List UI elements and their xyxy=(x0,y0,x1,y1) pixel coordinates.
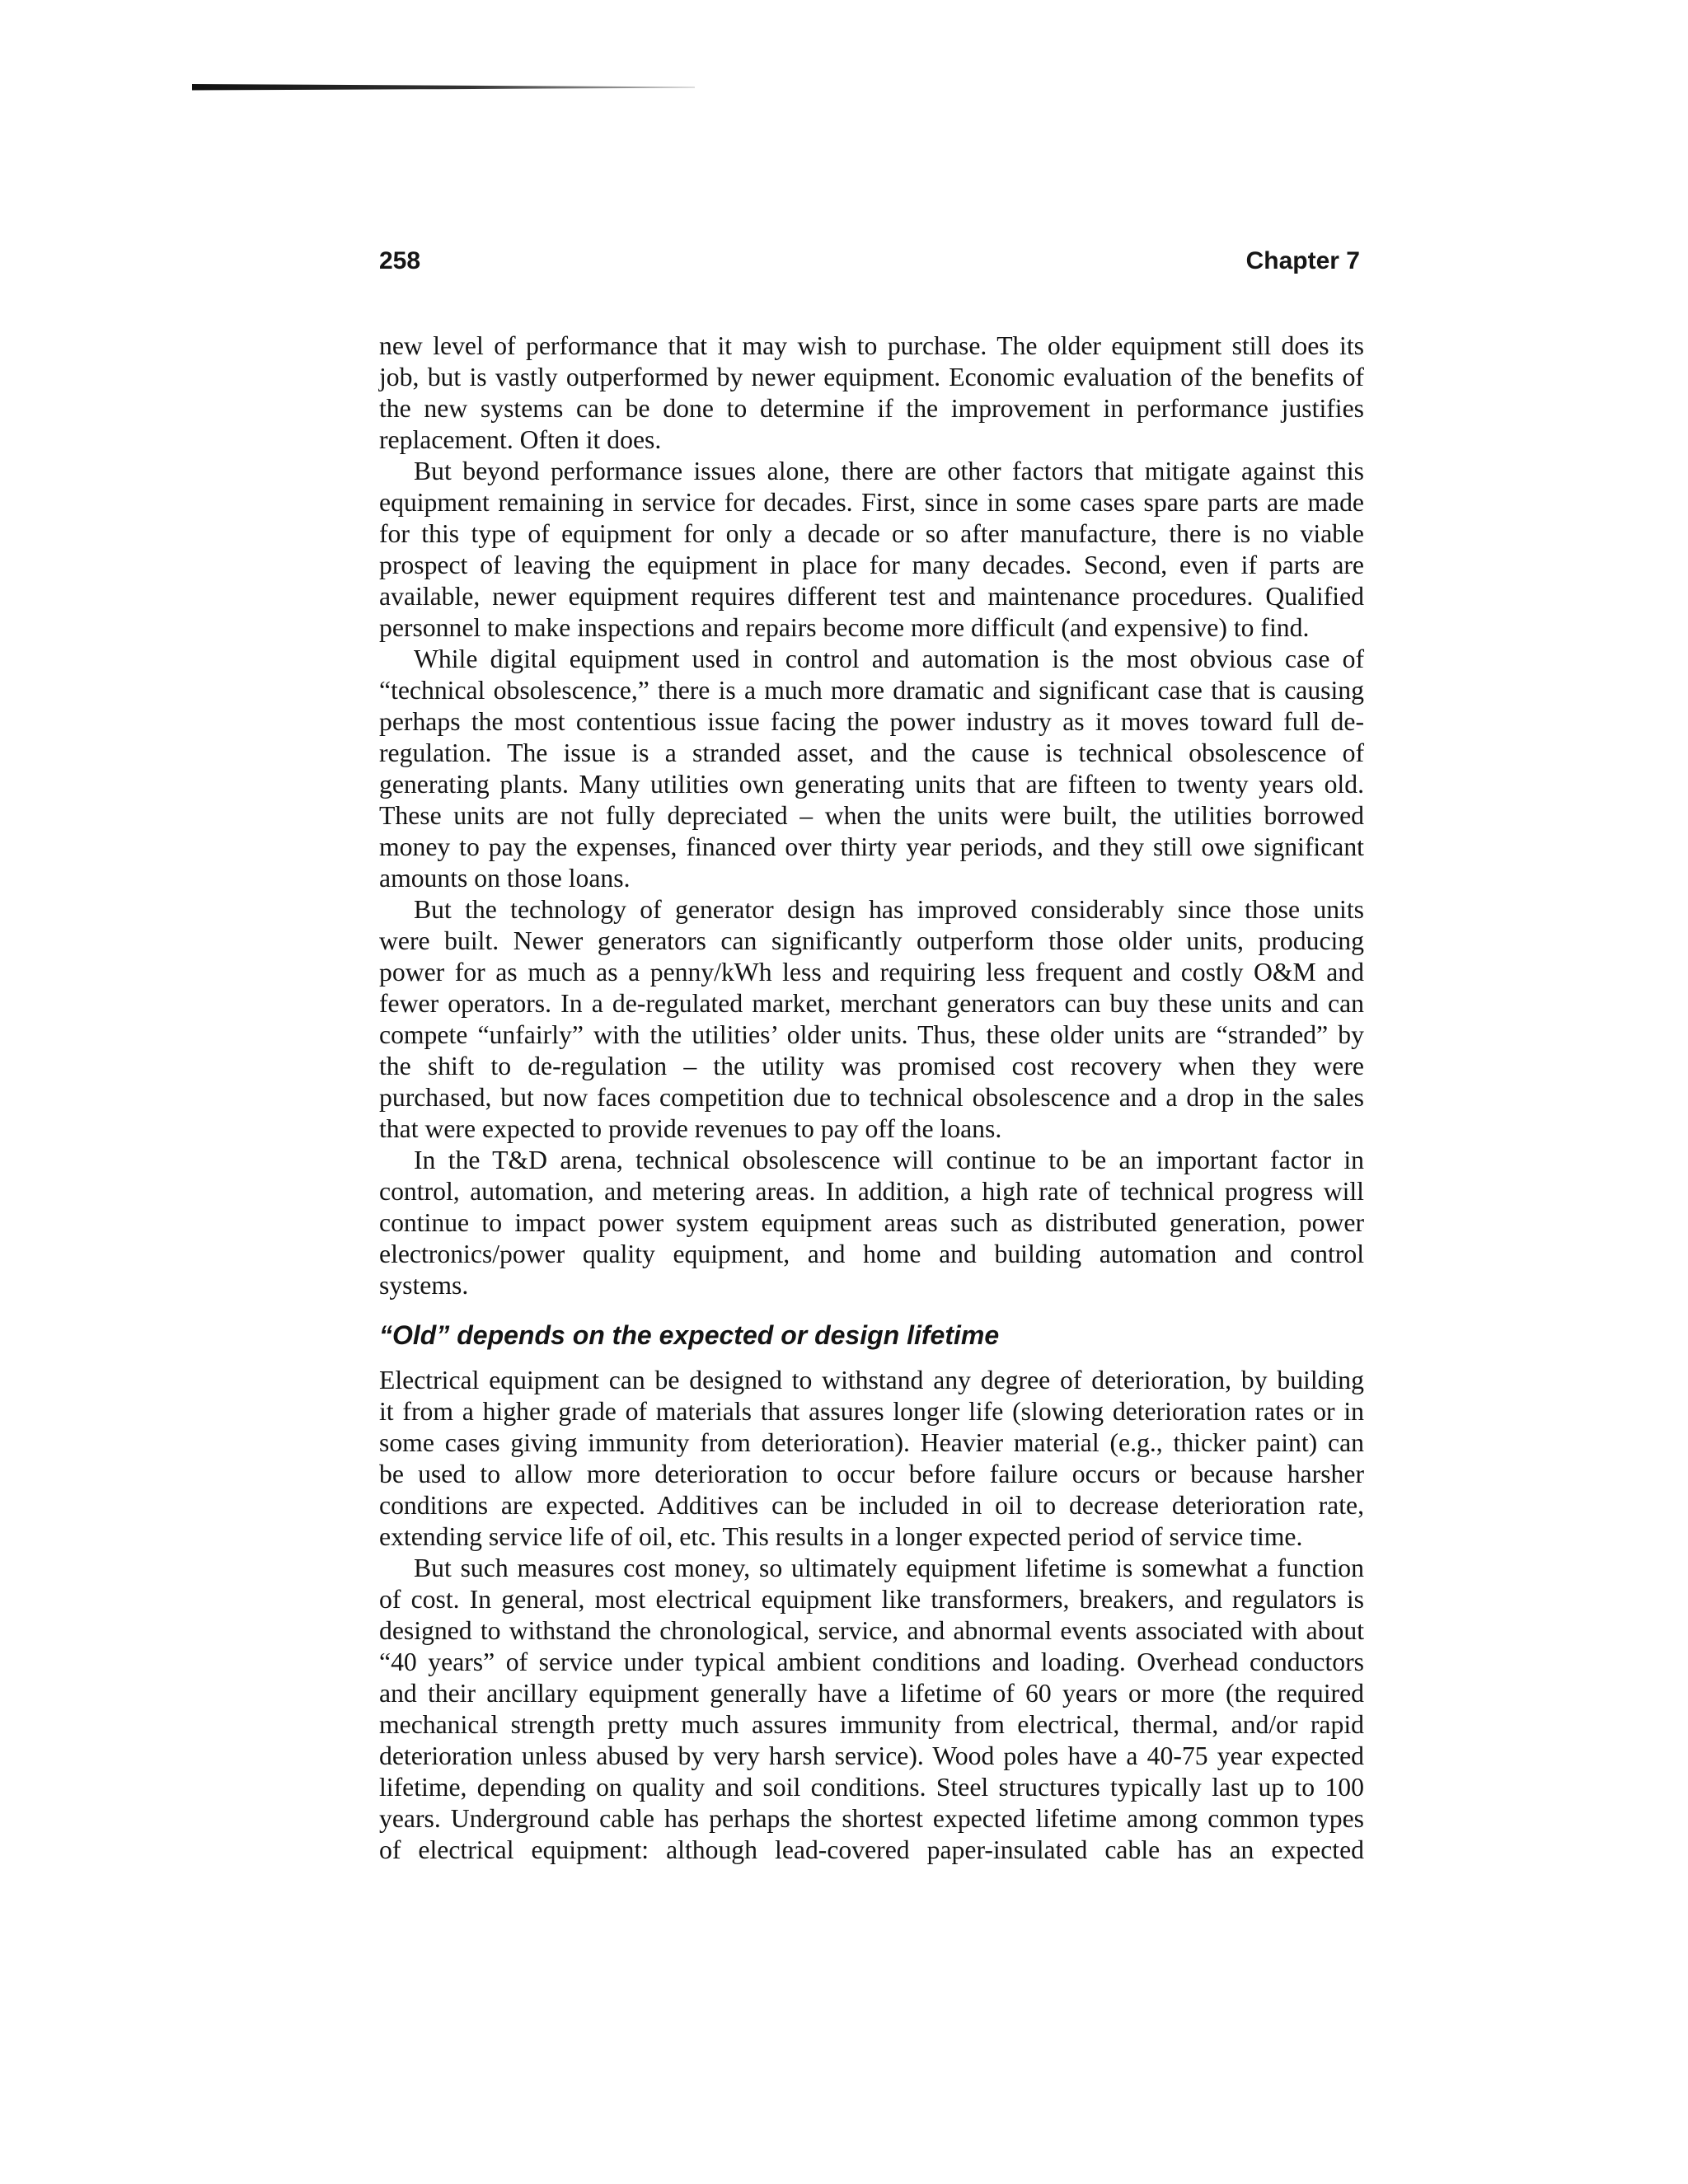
text-line: fewer operators. In a de-regulated market, merchant generators can buy these units and can xyxy=(379,989,1364,1018)
text-line: amounts on those loans. xyxy=(379,864,631,893)
text-line: conditions are expected. Additives can be included in oil to decrease deterioration rate, xyxy=(379,1491,1364,1520)
text-line: personnel to make inspections and repairs become more difficult (and expensive) to find. xyxy=(379,613,1310,642)
text-line: control, automation, and metering areas. In addition, a high rate of technical progress will xyxy=(379,1177,1364,1206)
text-line: generating plants. Many utilities own generating units that are fifteen to twenty years old. xyxy=(379,770,1364,799)
text-line: But beyond performance issues alone, there are other factors that mitigate against this xyxy=(414,457,1364,485)
running-head: Chapter 7 xyxy=(1245,247,1360,274)
text-line: While digital equipment used in control and automation is the most obvious case of xyxy=(414,644,1364,673)
paragraph xyxy=(379,1553,1364,1866)
paragraph xyxy=(379,1145,1364,1301)
paragraph xyxy=(379,456,1364,644)
text-line: purchased, but now faces competition due to technical obsolescence and a drop in the sales xyxy=(379,1083,1364,1112)
text-line: mechanical strength pretty much assures immunity from electrical, thermal, and/or rapid xyxy=(379,1710,1364,1739)
paragraph xyxy=(379,1365,1364,1553)
paragraph xyxy=(379,330,1364,456)
text-line: “40 years” of service under typical ambient conditions and loading. Overhead conductors xyxy=(379,1647,1364,1676)
text-line: be used to allow more deterioration to occur before failure occurs or because harsher xyxy=(379,1460,1364,1488)
text-line: for this type of equipment for only a decade or so after manufacture, there is no viable xyxy=(379,519,1364,548)
page-number: 258 xyxy=(379,247,421,274)
section-heading: “Old” depends on the expected or design lifetime xyxy=(379,1320,1000,1350)
top-rule xyxy=(192,83,695,91)
text-line: years. Underground cable has perhaps the shortest expected lifetime among common types xyxy=(379,1804,1364,1833)
text-line: compete “unfairly” with the utilities’ older units. Thus, these older units are “stranded” by xyxy=(379,1020,1364,1049)
text-line: some cases giving immunity from deterioration). Heavier material (e.g., thicker paint) can xyxy=(379,1428,1364,1457)
text-line: of electrical equipment: although lead-covered paper-insulated cable has an expected xyxy=(379,1835,1364,1864)
text-line: These units are not fully depreciated – when the units were built, the utilities borrowed xyxy=(379,801,1364,830)
text-line: regulation. The issue is a stranded asset, and the cause is technical obsolescence of xyxy=(379,738,1364,767)
text-line: were built. Newer generators can significantly outperform those older units, producing xyxy=(379,926,1364,955)
text-line: perhaps the most contentious issue facing the power industry as it moves toward full de- xyxy=(379,707,1364,736)
text-line: In the T&D arena, technical obsolescence will continue to be an important factor in xyxy=(414,1146,1364,1174)
text-line: equipment remaining in service for decades. First, since in some cases spare parts are made xyxy=(379,488,1364,517)
text-line: of cost. In general, most electrical equipment like transformers, breakers, and regulators is xyxy=(379,1585,1364,1614)
text-line: But the technology of generator design has improved considerably since those units xyxy=(414,895,1364,924)
page-header xyxy=(379,246,1360,277)
text-line: available, newer equipment requires different test and maintenance procedures. Qualified xyxy=(379,582,1364,611)
text-line: the shift to de-regulation – the utility was promised cost recovery when they were xyxy=(379,1052,1364,1080)
paragraph xyxy=(379,644,1364,894)
text-line: extending service life of oil, etc. This results in a longer expected period of service time. xyxy=(379,1522,1303,1551)
text-line: that were expected to provide revenues to pay off the loans. xyxy=(379,1114,1002,1143)
text-line: new level of performance that it may wish to purchase. The older equipment still does its xyxy=(379,331,1364,360)
text-line: designed to withstand the chronological, service, and abnormal events associated with about xyxy=(379,1616,1364,1645)
text-line: continue to impact power system equipment areas such as distributed generation, power xyxy=(379,1208,1364,1237)
text-line: and their ancillary equipment generally have a lifetime of 60 years or more (the required xyxy=(379,1679,1364,1708)
text-line: prospect of leaving the equipment in place for many decades. Second, even if parts are xyxy=(379,551,1364,579)
text-line: electronics/power quality equipment, and home and building automation and control xyxy=(379,1240,1364,1268)
text-line: But such measures cost money, so ultimately equipment lifetime is somewhat a function xyxy=(414,1554,1364,1582)
text-line: “technical obsolescence,” there is a much more dramatic and significant case that is causing xyxy=(379,676,1364,705)
text-line: money to pay the expenses, financed over thirty year periods, and they still owe significant xyxy=(379,832,1364,861)
text-line: deterioration unless abused by very harsh service). Wood poles have a 40-75 year expected xyxy=(379,1741,1364,1770)
paragraph xyxy=(379,894,1364,1145)
text-line: job, but is vastly outperformed by newer equipment. Economic evaluation of the benefits of xyxy=(379,363,1364,391)
body-text xyxy=(379,330,1364,1866)
text-line: power for as much as a penny/kWh less and requiring less frequent and costly O&M and xyxy=(379,958,1364,987)
text-line: it from a higher grade of materials that assures longer life (slowing deterioration rates or in xyxy=(379,1397,1364,1426)
text-line: the new systems can be done to determine if the improvement in performance justifies xyxy=(379,394,1364,423)
text-line: systems. xyxy=(379,1271,469,1300)
text-line: replacement. Often it does. xyxy=(379,425,662,454)
text-line: lifetime, depending on quality and soil conditions. Steel structures typically last up to 100 xyxy=(379,1773,1364,1802)
text-line: Electrical equipment can be designed to withstand any degree of deterioration, by building xyxy=(379,1366,1364,1394)
